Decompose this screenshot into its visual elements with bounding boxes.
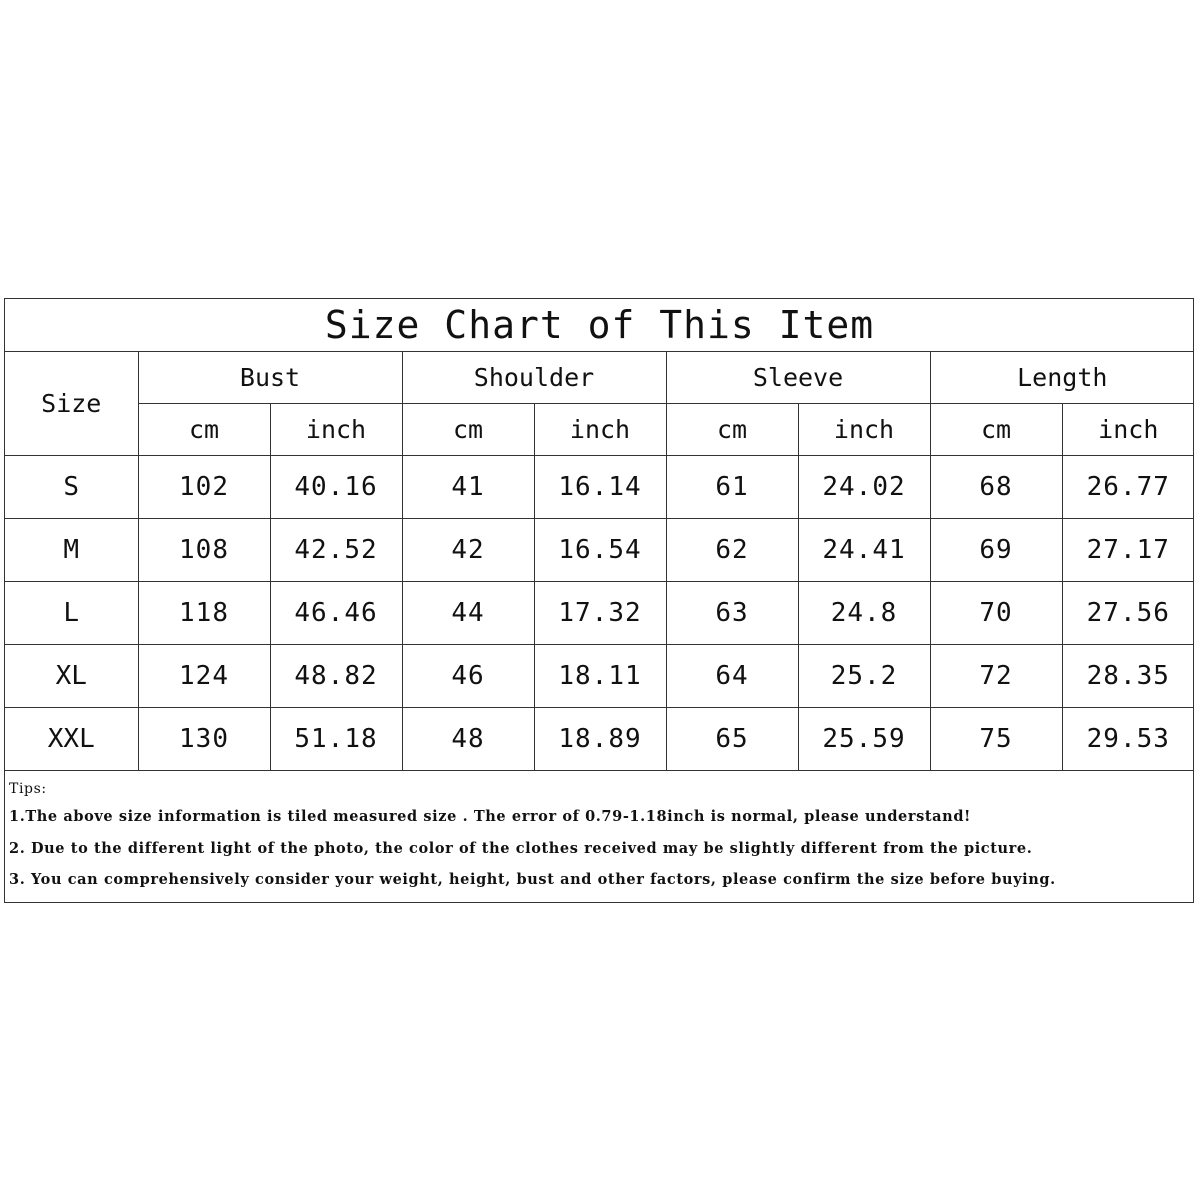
group-header-sleeve: Sleeve (666, 352, 930, 404)
group-header-length: Length (930, 352, 1194, 404)
size-column-header: Size (5, 352, 138, 456)
table-cell: 48.82 (270, 645, 402, 708)
size-label: L (5, 582, 138, 645)
table-cell: 102 (138, 456, 270, 519)
tips-line-1: 1.The above size information is tiled measured size . The error of 0.79-1.18inch is normal, please understand! (9, 808, 972, 825)
unit-header: cm (666, 404, 798, 456)
table-row (5, 582, 1194, 645)
table-cell: 27.56 (1062, 582, 1194, 645)
tips-line-2: 2. Due to the different light of the photo, the color of the clothes received may be slightly different from the picture. (9, 839, 1033, 857)
table-cell: 124 (138, 645, 270, 708)
table-cell: 42.52 (270, 519, 402, 582)
table-cell: 17.32 (534, 582, 666, 645)
table-cell: 27.17 (1062, 519, 1194, 582)
table-cell: 61 (666, 456, 798, 519)
size-chart-table (5, 299, 1194, 902)
table-cell: 51.18 (270, 708, 402, 771)
unit-header: inch (798, 404, 930, 456)
table-cell: 62 (666, 519, 798, 582)
table-cell: 63 (666, 582, 798, 645)
group-header-bust: Bust (138, 352, 402, 404)
table-cell: 18.89 (534, 708, 666, 771)
table-cell: 75 (930, 708, 1062, 771)
table-cell: 28.35 (1062, 645, 1194, 708)
unit-header: inch (534, 404, 666, 456)
size-label: M (5, 519, 138, 582)
table-cell: 40.16 (270, 456, 402, 519)
table-cell: 46.46 (270, 582, 402, 645)
table-cell: 24.8 (798, 582, 930, 645)
table-cell: 25.59 (798, 708, 930, 771)
table-cell: 44 (402, 582, 534, 645)
table-cell: 108 (138, 519, 270, 582)
table-cell: 41 (402, 456, 534, 519)
table-cell: 16.54 (534, 519, 666, 582)
size-label: XXL (5, 708, 138, 771)
table-cell: 16.14 (534, 456, 666, 519)
table-cell: 72 (930, 645, 1062, 708)
tips-line-3: 3. You can comprehensively consider your weight, height, bust and other factors, please confirm the size before buying. (9, 871, 1056, 888)
size-label: S (5, 456, 138, 519)
table-row (5, 519, 1194, 582)
size-chart (4, 298, 1194, 903)
table-cell: 69 (930, 519, 1062, 582)
table-cell: 42 (402, 519, 534, 582)
table-cell: 26.77 (1062, 456, 1194, 519)
table-cell: 29.53 (1062, 708, 1194, 771)
table-cell: 18.11 (534, 645, 666, 708)
table-cell: 48 (402, 708, 534, 771)
unit-header: cm (138, 404, 270, 456)
table-row (5, 456, 1194, 519)
table-cell: 24.02 (798, 456, 930, 519)
table-cell: 64 (666, 645, 798, 708)
table-cell: 24.41 (798, 519, 930, 582)
table-cell: 25.2 (798, 645, 930, 708)
unit-header: inch (270, 404, 402, 456)
unit-header: inch (1062, 404, 1194, 456)
chart-title: Size Chart of This Item (5, 299, 1194, 352)
table-row (5, 645, 1194, 708)
table-cell: 68 (930, 456, 1062, 519)
tips-section (5, 771, 1194, 902)
tips-title: Tips: (9, 781, 47, 797)
table-cell: 130 (138, 708, 270, 771)
size-label: XL (5, 645, 138, 708)
table-cell: 65 (666, 708, 798, 771)
table-cell: 118 (138, 582, 270, 645)
unit-header: cm (930, 404, 1062, 456)
unit-header: cm (402, 404, 534, 456)
table-cell: 46 (402, 645, 534, 708)
group-header-shoulder: Shoulder (402, 352, 666, 404)
table-row (5, 708, 1194, 771)
table-cell: 70 (930, 582, 1062, 645)
